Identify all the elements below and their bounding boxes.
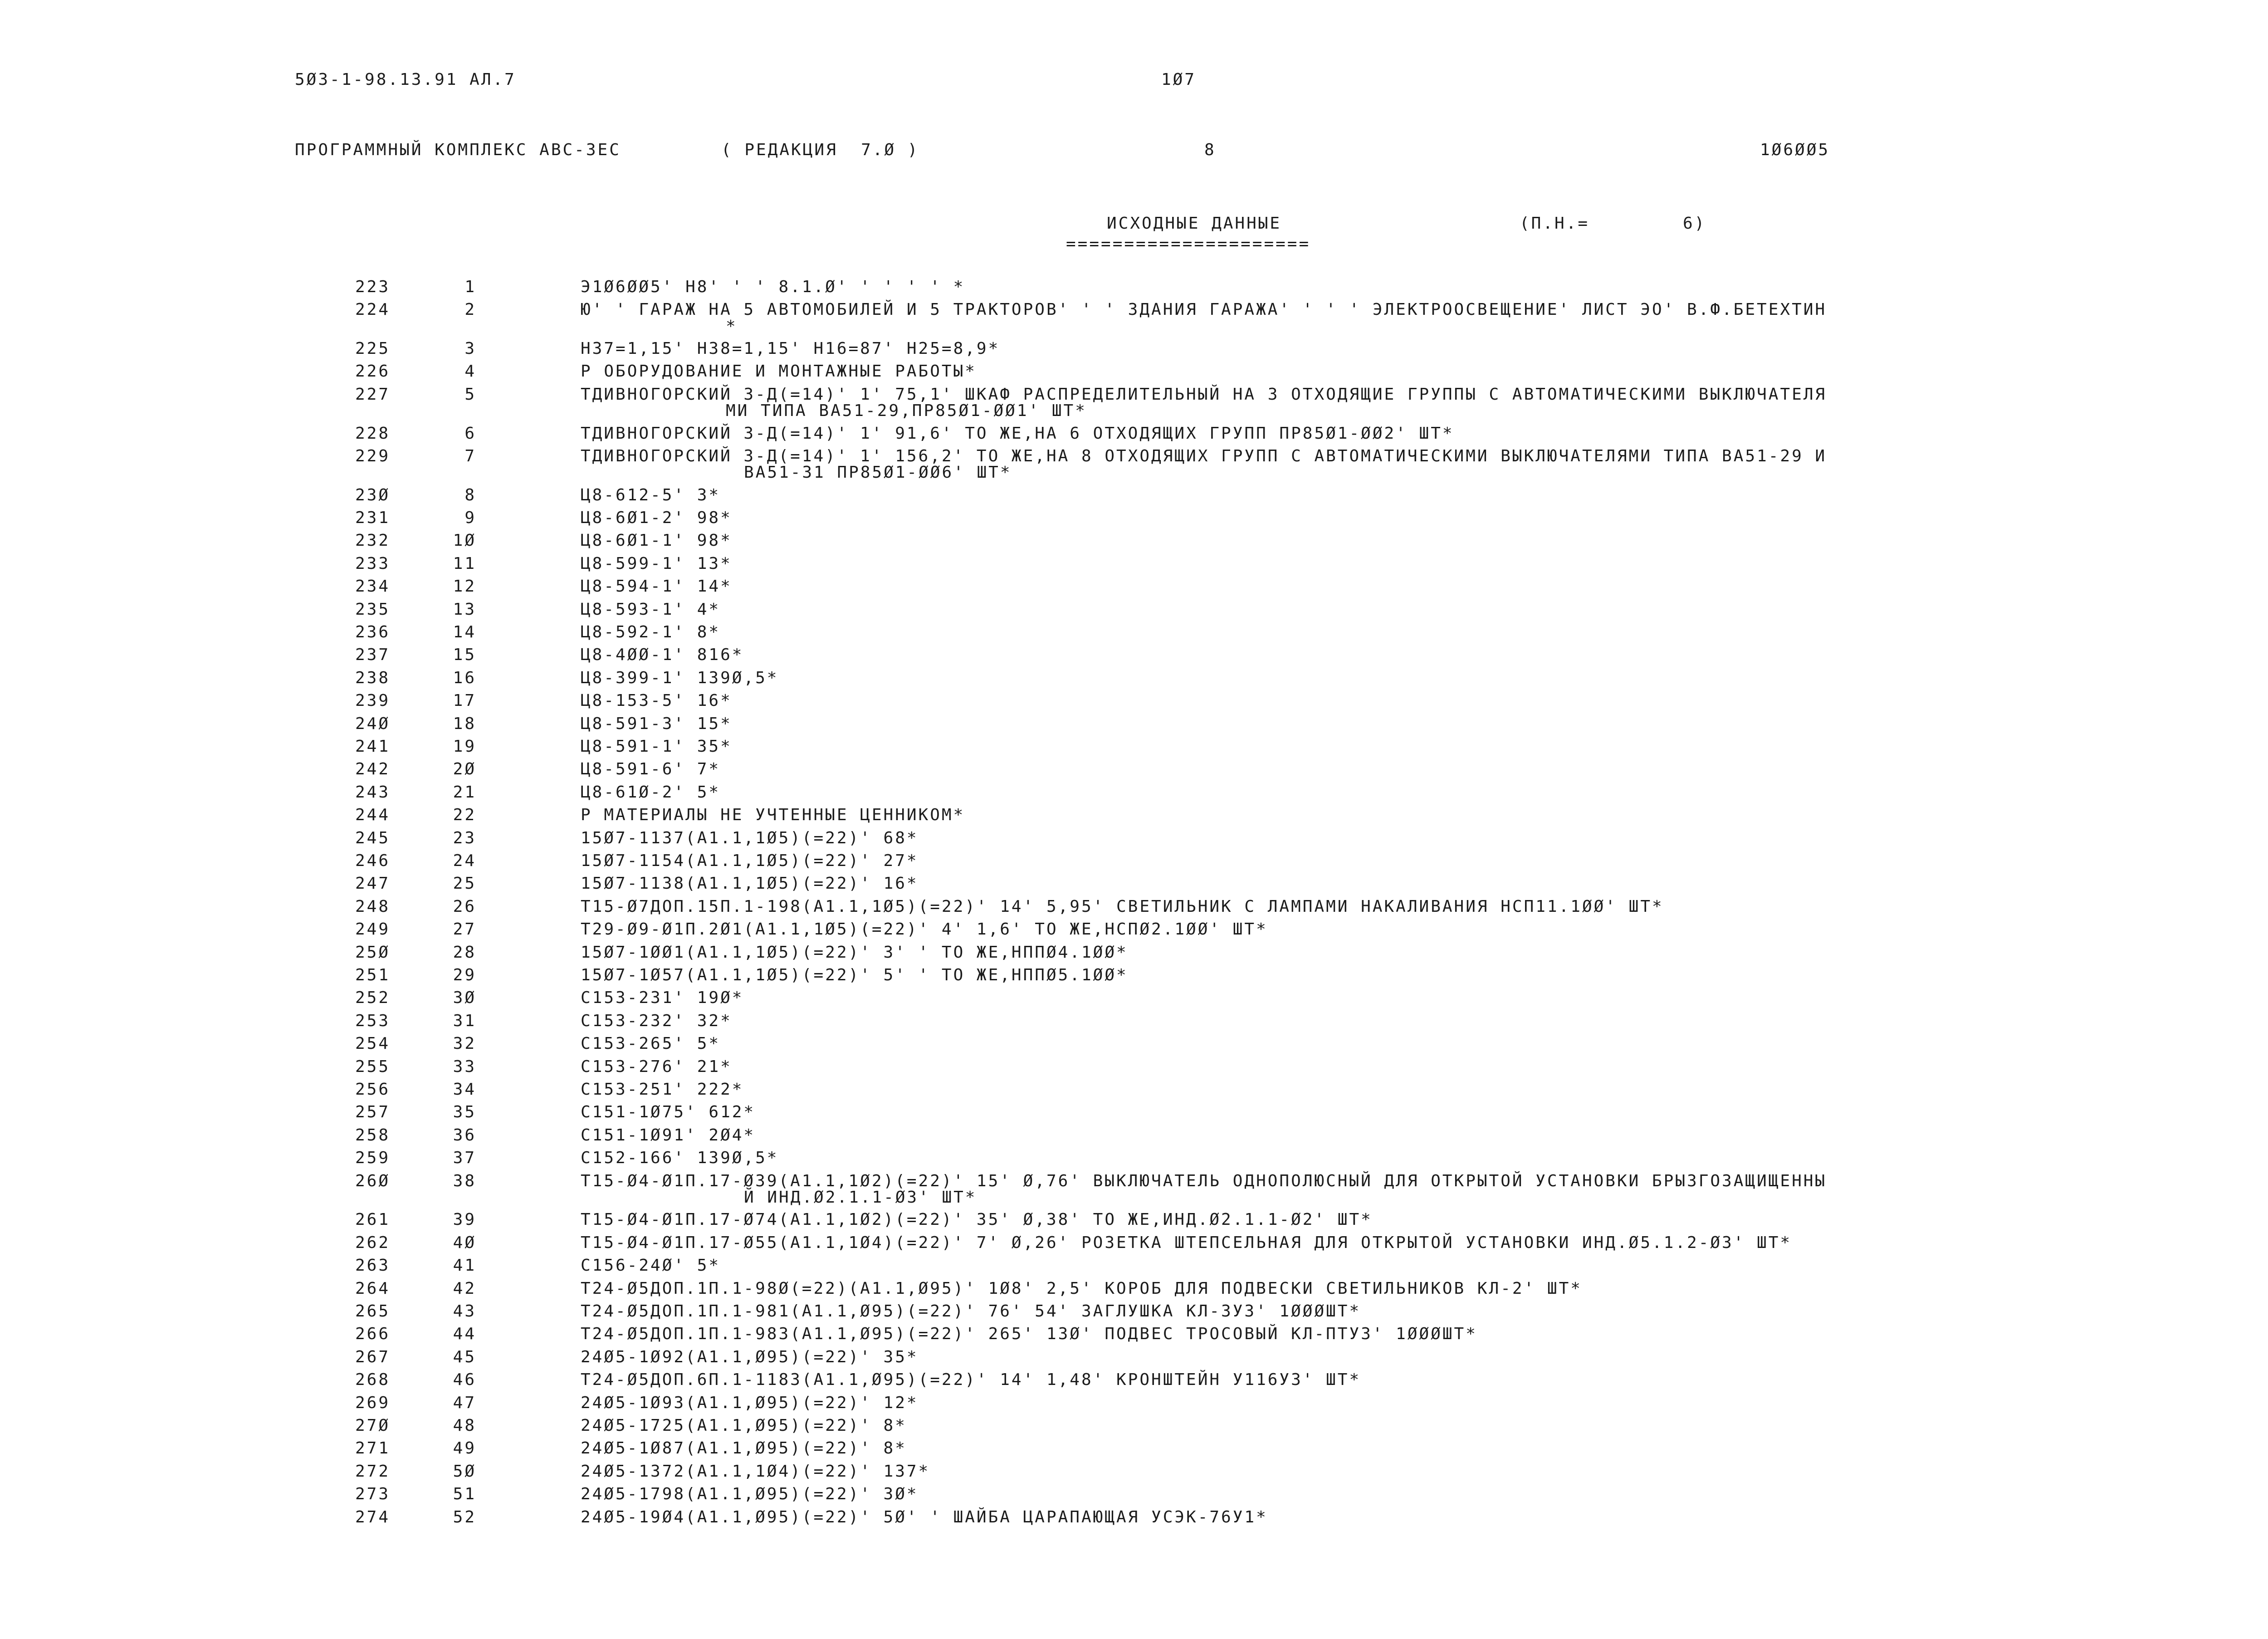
- row-sequence-number: 251: [355, 966, 390, 984]
- row-card-number: 46: [453, 1370, 476, 1389]
- row-text: 24Ø5-1Ø93(А1.1,Ø95)(=22)' 12*: [581, 1394, 919, 1412]
- section-title: ИСХОДНЫЕ ДАННЫЕ: [1107, 214, 1282, 233]
- row-sequence-number: 245: [355, 829, 390, 847]
- listing-row: [0, 624, 2268, 647]
- listing-row: [0, 716, 2268, 739]
- listing-row: [0, 510, 2268, 533]
- listing-row: [0, 1081, 2268, 1104]
- row-sequence-number: 254: [355, 1034, 390, 1053]
- row-text: 24Ø5-1Ø87(А1.1,Ø95)(=22)' 8*: [581, 1439, 907, 1458]
- row-card-number: 33: [453, 1057, 476, 1076]
- listing-row: [0, 1013, 2268, 1036]
- row-text: Ц8-594-1' 14*: [581, 577, 732, 596]
- row-card-number: 15: [453, 646, 476, 664]
- listing-row: [0, 1235, 2268, 1257]
- row-sequence-number: 243: [355, 783, 390, 802]
- param-value: 6): [1683, 214, 1706, 233]
- row-card-number: 52: [453, 1508, 476, 1526]
- row-card-number: 7: [464, 447, 476, 465]
- row-card-number: 6: [464, 424, 476, 443]
- row-sequence-number: 253: [355, 1012, 390, 1030]
- row-sequence-number: 234: [355, 577, 390, 596]
- row-text: 24Ø5-1798(А1.1,Ø95)(=22)' 3Ø*: [581, 1485, 919, 1503]
- row-sequence-number: 227: [355, 385, 390, 404]
- row-card-number: 29: [453, 966, 476, 984]
- row-text: Ц8-4ØØ-1' 816*: [581, 646, 744, 664]
- listing-row: [0, 1440, 2268, 1463]
- row-text: Т15-Ø4-Ø1П.17-Ø39(А1.1,1Ø2)(=22)' 15' Ø,76' ВЫКЛЮЧАТЕЛЬ ОДНОПОЛЮСНЫЙ ДЛЯ ОТКРЫТОЙ УСТАНОВКИ БРЫЗГОЗАЩИЩЕННЫ: [581, 1172, 1827, 1190]
- row-sequence-number: 268: [355, 1370, 390, 1389]
- row-card-number: 4: [464, 362, 476, 381]
- listing-row: [0, 1418, 2268, 1440]
- row-card-number: 2: [464, 300, 476, 319]
- sheet-number: 8: [1204, 141, 1216, 159]
- row-text: Т15-Ø4-Ø1П.17-Ø74(А1.1,1Ø2)(=22)' 35' Ø,38' ТО ЖЕ,ИНД.Ø2.1.1-Ø2' ШТ*: [581, 1210, 1373, 1229]
- row-text: Ц8-61Ø-2' 5*: [581, 783, 721, 802]
- row-text: Ц8-6Ø1-1' 98*: [581, 531, 732, 550]
- program-edition: ( РЕДАКЦИЯ 7.Ø ): [721, 141, 919, 159]
- row-card-number: 18: [453, 714, 476, 733]
- row-text: Ц8-592-1' 8*: [581, 623, 721, 641]
- row-sequence-number: 272: [355, 1462, 390, 1481]
- row-sequence-number: 274: [355, 1508, 390, 1526]
- listing-row: [0, 807, 2268, 830]
- listing-row-continuation: [0, 1189, 2268, 1212]
- page-number: 1Ø7: [1161, 70, 1197, 89]
- row-card-number: 17: [453, 691, 476, 710]
- row-sequence-number: 225: [355, 339, 390, 358]
- row-sequence-number: 271: [355, 1439, 390, 1458]
- row-card-number: 49: [453, 1439, 476, 1458]
- row-text: 15Ø7-1154(А1.1,1Ø5)(=22)' 27*: [581, 851, 919, 870]
- row-sequence-number: 246: [355, 851, 390, 870]
- row-card-number: 11: [453, 554, 476, 573]
- listing-row: [0, 1104, 2268, 1127]
- row-text: ТДИВНОГОРСКИЙ З-Д(=14)' 1' 75,1' ШКАФ РАСПРЕДЕЛИТЕЛЬНЫЙ НА 3 ОТХОДЯЩИЕ ГРУППЫ С АВТОМАТИЧЕСКИМИ ВЫКЛЮЧАТЕЛЯ: [581, 385, 1827, 404]
- row-sequence-number: 231: [355, 509, 390, 527]
- row-text: С156-24Ø' 5*: [581, 1256, 721, 1275]
- row-card-number: 22: [453, 806, 476, 824]
- row-card-number: 24: [453, 851, 476, 870]
- row-text: Т24-Ø5ДОП.1П.1-98Ø(=22)(А1.1,Ø95)' 1Ø8' 2,5' КОРОБ ДЛЯ ПОДВЕСКИ СВЕТИЛЬНИКОВ КЛ-2' ШТ*: [581, 1279, 1582, 1298]
- row-sequence-number: 247: [355, 874, 390, 893]
- row-card-number: 32: [453, 1034, 476, 1053]
- row-card-number: 44: [453, 1325, 476, 1343]
- row-sequence-number: 238: [355, 669, 390, 687]
- param-label: (П.Н.=: [1520, 214, 1590, 233]
- listing-row: [0, 1349, 2268, 1372]
- row-text: 24Ø5-1725(А1.1,Ø95)(=22)' 8*: [581, 1416, 907, 1435]
- row-sequence-number: 242: [355, 760, 390, 778]
- listing-row: [0, 1326, 2268, 1349]
- listing-row: [0, 1281, 2268, 1303]
- row-sequence-number: 263: [355, 1256, 390, 1275]
- listing-row: [0, 578, 2268, 601]
- row-text: Т24-Ø5ДОП.6П.1-1183(А1.1,Ø95)(=22)' 14' 1,48' КРОНШТЕЙН У116У3' ШТ*: [581, 1370, 1361, 1389]
- row-card-number: 35: [453, 1103, 476, 1121]
- row-text: 24Ø5-1Ø92(А1.1,Ø95)(=22)' 35*: [581, 1348, 919, 1366]
- row-card-number: 45: [453, 1348, 476, 1366]
- row-text: Ц8-399-1' 139Ø,5*: [581, 669, 779, 687]
- listing-row: [0, 341, 2268, 363]
- row-text: Ю' ' ГАРАЖ НА 5 АВТОМОБИЛЕЙ И 5 ТРАКТОРОВ' ' ' ЗДАНИЯ ГАРАЖА' ' ' ' ЭЛЕКТРООСВЕЩЕНИЕ' ЛИСТ ЭО' В.Ф.БЕТЕХТИН: [581, 300, 1827, 319]
- listing-row: [0, 876, 2268, 898]
- row-sequence-number: 259: [355, 1149, 390, 1167]
- row-sequence-number: 269: [355, 1394, 390, 1412]
- listing-row-continuation: [0, 318, 2268, 341]
- row-sequence-number: 262: [355, 1233, 390, 1252]
- row-sequence-number: 239: [355, 691, 390, 710]
- row-card-number: 39: [453, 1210, 476, 1229]
- row-sequence-number: 252: [355, 988, 390, 1007]
- row-sequence-number: 27Ø: [355, 1416, 390, 1435]
- row-text: Т15-Ø7ДОП.15П.1-198(А1.1,1Ø5)(=22)' 14' 5,95' СВЕТИЛЬНИК С ЛАМПАМИ НАКАЛИВАНИЯ НСП11.1ØØ' ШТ*: [581, 897, 1664, 916]
- listing-row: [0, 647, 2268, 670]
- row-text: 15Ø7-1ØØ1(А1.1,1Ø5)(=22)' 3' ' ТО ЖЕ,НППØ4.1ØØ*: [581, 943, 1128, 962]
- row-sequence-number: 228: [355, 424, 390, 443]
- row-text: Р ОБОРУДОВАНИЕ И МОНТАЖНЫЕ РАБОТЫ*: [581, 362, 977, 381]
- listing-row: [0, 1150, 2268, 1173]
- row-text: С151-1Ø91' 2Ø4*: [581, 1126, 756, 1145]
- row-text-continuation: *: [726, 317, 738, 336]
- row-text: С153-232' 32*: [581, 1012, 732, 1030]
- row-card-number: 8: [464, 486, 476, 504]
- row-card-number: 1: [464, 278, 476, 296]
- row-sequence-number: 232: [355, 531, 390, 550]
- row-card-number: 2Ø: [453, 760, 476, 778]
- row-card-number: 4Ø: [453, 1233, 476, 1252]
- row-card-number: 34: [453, 1080, 476, 1099]
- row-sequence-number: 236: [355, 623, 390, 641]
- row-card-number: 12: [453, 577, 476, 596]
- row-text: Т24-Ø5ДОП.1П.1-981(А1.1,Ø95)(=22)' 76' 54' ЗАГЛУШКА КЛ-3У3' 1ØØØШТ*: [581, 1302, 1361, 1321]
- row-card-number: 48: [453, 1416, 476, 1435]
- row-sequence-number: 241: [355, 737, 390, 756]
- row-sequence-number: 244: [355, 806, 390, 824]
- row-card-number: 42: [453, 1279, 476, 1298]
- row-card-number: 36: [453, 1126, 476, 1145]
- listing-row: [0, 1395, 2268, 1418]
- row-text: Ц8-593-1' 4*: [581, 600, 721, 619]
- row-card-number: 3Ø: [453, 988, 476, 1007]
- row-sequence-number: 224: [355, 300, 390, 319]
- listing-row: [0, 1372, 2268, 1394]
- row-sequence-number: 256: [355, 1080, 390, 1099]
- row-text: 15Ø7-1Ø57(А1.1,1Ø5)(=22)' 5' ' ТО ЖЕ,НППØ5.1ØØ*: [581, 966, 1128, 984]
- row-text: 15Ø7-1137(А1.1,1Ø5)(=22)' 68*: [581, 829, 919, 847]
- row-card-number: 16: [453, 669, 476, 687]
- row-card-number: 1Ø: [453, 531, 476, 550]
- row-sequence-number: 24Ø: [355, 714, 390, 733]
- listing-row: [0, 921, 2268, 944]
- listing-row: [0, 363, 2268, 386]
- row-card-number: 14: [453, 623, 476, 641]
- row-card-number: 38: [453, 1172, 476, 1190]
- row-sequence-number: 264: [355, 1279, 390, 1298]
- row-sequence-number: 266: [355, 1325, 390, 1343]
- row-card-number: 37: [453, 1149, 476, 1167]
- row-text: Ц8-153-5' 16*: [581, 691, 732, 710]
- row-sequence-number: 267: [355, 1348, 390, 1366]
- row-card-number: 9: [464, 509, 476, 527]
- row-card-number: 5Ø: [453, 1462, 476, 1481]
- row-card-number: 23: [453, 829, 476, 847]
- listing-row: [0, 784, 2268, 807]
- row-sequence-number: 223: [355, 278, 390, 296]
- row-text: 24Ø5-19Ø4(А1.1,Ø95)(=22)' 5Ø' ' ШАЙБА ЦАРАПАЮЩАЯ УСЭК-76У1*: [581, 1508, 1268, 1526]
- row-card-number: 19: [453, 737, 476, 756]
- row-sequence-number: 265: [355, 1302, 390, 1321]
- row-sequence-number: 233: [355, 554, 390, 573]
- listing-row: [0, 967, 2268, 990]
- listing-row: [0, 670, 2268, 693]
- row-card-number: 47: [453, 1394, 476, 1412]
- row-text-continuation: Й ИНД.Ø2.1.1-Ø3' ШТ*: [744, 1188, 977, 1207]
- row-sequence-number: 249: [355, 920, 390, 939]
- listing-row: [0, 1303, 2268, 1326]
- listing-row: [0, 1463, 2268, 1486]
- row-sequence-number: 23Ø: [355, 486, 390, 504]
- row-text: Ц8-612-5' 3*: [581, 486, 721, 504]
- row-sequence-number: 26Ø: [355, 1172, 390, 1190]
- row-text: Э1Ø6ØØ5' Н8' ' ' 8.1.Ø' ' ' ' ' *: [581, 278, 965, 296]
- row-text: ТДИВНОГОРСКИЙ З-Д(=14)' 1' 91,6' ТО ЖЕ,НА 6 ОТХОДЯЩИХ ГРУПП ПР85Ø1-ØØ2' ШТ*: [581, 424, 1454, 443]
- row-card-number: 5: [464, 385, 476, 404]
- row-sequence-number: 248: [355, 897, 390, 916]
- listing-row: [0, 830, 2268, 853]
- listing-row: [0, 693, 2268, 715]
- row-card-number: 25: [453, 874, 476, 893]
- listing-row: [0, 426, 2268, 448]
- row-sequence-number: 258: [355, 1126, 390, 1145]
- row-text: Ц8-591-6' 7*: [581, 760, 721, 778]
- document-code: 5Ø3-1-98.13.91 АЛ.7: [295, 70, 516, 89]
- row-card-number: 28: [453, 943, 476, 962]
- row-text: Ц8-6Ø1-2' 98*: [581, 509, 732, 527]
- listing-row: [0, 1257, 2268, 1280]
- row-sequence-number: 237: [355, 646, 390, 664]
- section-underline: =====================: [1066, 235, 1311, 253]
- row-sequence-number: 229: [355, 447, 390, 465]
- row-sequence-number: 273: [355, 1485, 390, 1503]
- listing-row: [0, 602, 2268, 624]
- listing-row: [0, 1212, 2268, 1234]
- listing-row: [0, 556, 2268, 578]
- listing-row: [0, 739, 2268, 761]
- row-card-number: 13: [453, 600, 476, 619]
- row-text: С153-251' 222*: [581, 1080, 744, 1099]
- listing-row-continuation: [0, 403, 2268, 426]
- row-text: С152-166' 139Ø,5*: [581, 1149, 779, 1167]
- row-text: Т29-Ø9-Ø1П.2Ø1(А1.1,1Ø5)(=22)' 4' 1,6' ТО ЖЕ,НСПØ2.1ØØ' ШТ*: [581, 920, 1268, 939]
- row-text: ТДИВНОГОРСКИЙ З-Д(=14)' 1' 156,2' ТО ЖЕ,НА 8 ОТХОДЯЩИХ ГРУПП С АВТОМАТИЧЕСКИМИ ВЫКЛЮЧАТЕЛЯМИ ТИПА ВА51-29 И: [581, 447, 1827, 465]
- listing-row: [0, 279, 2268, 302]
- listing-row: [0, 1127, 2268, 1150]
- listing-row: [0, 899, 2268, 921]
- row-sequence-number: 261: [355, 1210, 390, 1229]
- row-card-number: 26: [453, 897, 476, 916]
- row-text: Н37=1,15' Н38=1,15' Н16=87' Н25=8,9*: [581, 339, 1000, 358]
- row-text: Т24-Ø5ДОП.1П.1-983(А1.1,Ø95)(=22)' 265' 13Ø' ПОДВЕС ТРОСОВЫЙ КЛ-ПТУ3' 1ØØØШТ*: [581, 1325, 1477, 1343]
- object-code: 1Ø6ØØ5: [1760, 141, 1830, 159]
- row-card-number: 41: [453, 1256, 476, 1275]
- row-sequence-number: 255: [355, 1057, 390, 1076]
- listing-row: [0, 761, 2268, 784]
- row-text-continuation: МИ ТИПА ВА51-29,ПР85Ø1-ØØ1' ШТ*: [726, 401, 1087, 420]
- listing-row: [0, 487, 2268, 510]
- listing-row-continuation: [0, 465, 2268, 487]
- row-card-number: 51: [453, 1485, 476, 1503]
- row-text: Т15-Ø4-Ø1П.17-Ø55(А1.1,1Ø4)(=22)' 7' Ø,26' РОЗЕТКА ШТЕПСЕЛЬНАЯ ДЛЯ ОТКРЫТОЙ УСТАНОВКИ ИНД.Ø5.1.2-Ø3' ШТ*: [581, 1233, 1792, 1252]
- row-card-number: 43: [453, 1302, 476, 1321]
- row-card-number: 31: [453, 1012, 476, 1030]
- row-text: С153-265' 5*: [581, 1034, 721, 1053]
- row-text-continuation: ВА51-31 ПР85Ø1-ØØ6' ШТ*: [744, 463, 1012, 482]
- row-text: С153-276' 21*: [581, 1057, 732, 1076]
- row-text: 15Ø7-1138(А1.1,1Ø5)(=22)' 16*: [581, 874, 919, 893]
- row-text: Ц8-591-3' 15*: [581, 714, 732, 733]
- listing-row: [0, 1059, 2268, 1081]
- listing-row: [0, 533, 2268, 555]
- listing-row: [0, 1509, 2268, 1532]
- row-text: Р МАТЕРИАЛЫ НЕ УЧТЕННЫЕ ЦЕННИКОМ*: [581, 806, 965, 824]
- row-sequence-number: 257: [355, 1103, 390, 1121]
- row-card-number: 27: [453, 920, 476, 939]
- row-text: С153-231' 19Ø*: [581, 988, 744, 1007]
- row-text: С151-1Ø75' 612*: [581, 1103, 756, 1121]
- listing-row: [0, 1036, 2268, 1058]
- listing-row: [0, 990, 2268, 1013]
- row-sequence-number: 226: [355, 362, 390, 381]
- listing-row: [0, 853, 2268, 876]
- row-sequence-number: 235: [355, 600, 390, 619]
- row-text: 24Ø5-1372(А1.1,1Ø4)(=22)' 137*: [581, 1462, 930, 1481]
- row-card-number: 21: [453, 783, 476, 802]
- listing-row: [0, 1486, 2268, 1509]
- row-text: Ц8-599-1' 13*: [581, 554, 732, 573]
- row-card-number: 3: [464, 339, 476, 358]
- program-name: ПРОГРАММНЫЙ КОМПЛЕКС АВС-3ЕС: [295, 141, 621, 159]
- listing-row: [0, 944, 2268, 967]
- row-text: Ц8-591-1' 35*: [581, 737, 732, 756]
- row-sequence-number: 25Ø: [355, 943, 390, 962]
